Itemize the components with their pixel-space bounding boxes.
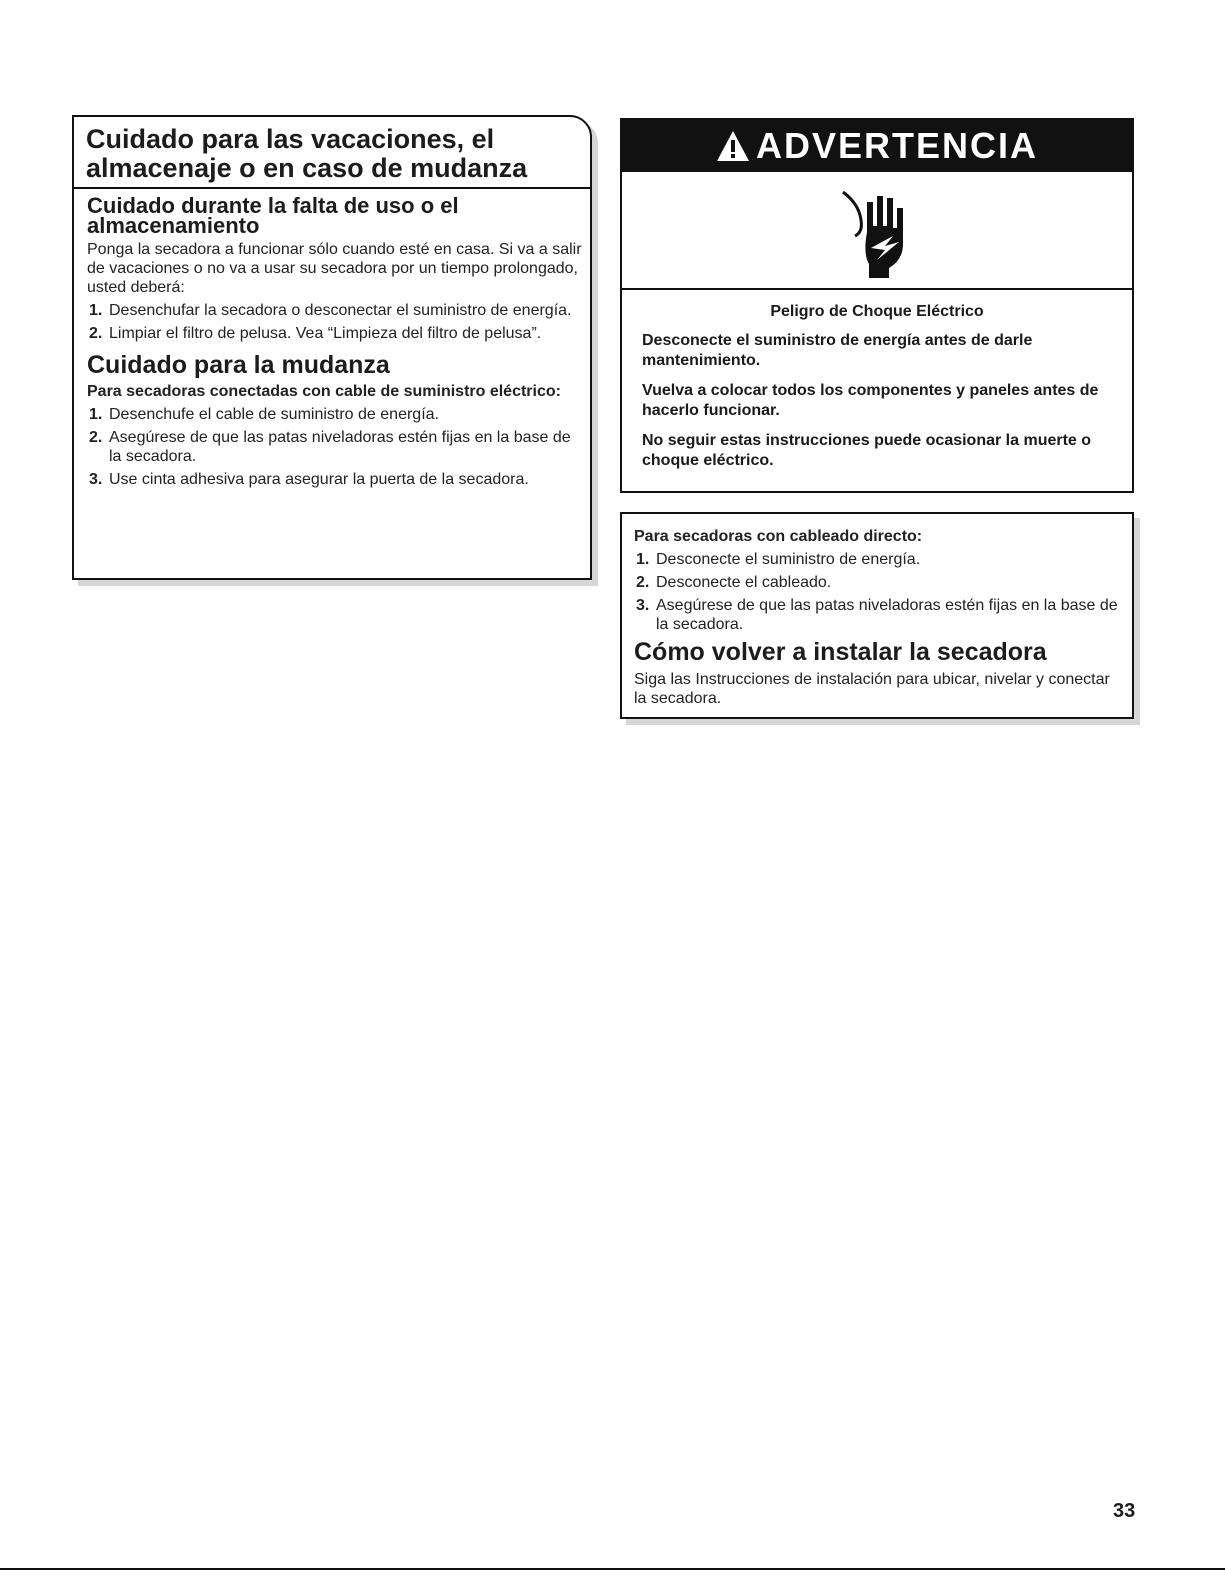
vacation-care-box: [72, 115, 592, 580]
footer-rule: [0, 1568, 1225, 1570]
list-item: 2. Limpiar el filtro de pelusa. Vea “Limpieza del filtro de pelusa”.: [89, 325, 542, 342]
list-item: 1. Desenchufe el cable de suministro de energía.: [89, 406, 439, 423]
list-item: 2. Asegúrese de que las patas niveladoras estén fijas en la base de la secadora.: [89, 429, 571, 465]
storage-care-steps: [87, 301, 587, 343]
reinstall-text: Siga las Instrucciones de instalación para ubicar, nivelar y conectar la secadora.: [634, 671, 1110, 707]
direct-wire-steps: [634, 550, 1124, 634]
storage-care-intro: Ponga la secadora a funcionar sólo cuando esté en casa. Si va a salir de vacaciones o no va a usar su secadora por un tiempo prolongado, usted deberá:: [87, 241, 582, 296]
electric-shock-hazard-icon: [837, 184, 917, 279]
page-number: 33: [1113, 1500, 1136, 1522]
corded-dryers-subheading: Para secadoras conectadas con cable de suministro eléctrico:: [87, 383, 561, 400]
hazard-symbol-area: [622, 172, 1132, 290]
list-item: 2. Desconecte el cableado.: [636, 574, 832, 591]
warning-banner: [622, 120, 1132, 172]
storage-care-heading: Cuidado durante la falta de uso o el almacenamiento: [87, 193, 459, 238]
warning-line: No seguir estas instrucciones puede ocasionar la muerte o choque eléctrico.: [642, 432, 1092, 469]
direct-wire-box: [620, 512, 1134, 719]
list-item: 3. Use cinta adhesiva para asegurar la puerta de la secadora.: [89, 471, 529, 488]
warning-line: Vuelva a colocar todos los componentes y paneles antes de hacerlo funcionar.: [642, 382, 1099, 419]
direct-wire-subheading: Para secadoras con cableado directo:: [634, 528, 923, 545]
list-item: 1. Desconecte el suministro de energía.: [636, 551, 921, 568]
list-item: 1. Desenchufar la secadora o desconectar el suministro de energía.: [89, 302, 572, 319]
moving-care-steps: [87, 405, 587, 489]
warning-line: Desconecte el suministro de energía antes de darle mantenimiento.: [642, 332, 1033, 369]
title-divider: [74, 187, 590, 189]
moving-care-heading: Cuidado para la mudanza: [87, 351, 390, 379]
hazard-heading: Peligro de Choque Eléctrico: [770, 303, 984, 320]
warning-title: ADVERTENCIA: [755, 125, 1038, 166]
warning-box: [620, 118, 1134, 493]
section-title: Cuidado para las vacaciones, el almacenaje o en caso de mudanza: [86, 124, 528, 183]
reinstall-heading: Cómo volver a instalar la secadora: [634, 638, 1047, 666]
list-item: 3. Asegúrese de que las patas niveladoras estén fijas en la base de la secadora.: [636, 597, 1118, 633]
warning-triangle-icon: [716, 130, 750, 162]
